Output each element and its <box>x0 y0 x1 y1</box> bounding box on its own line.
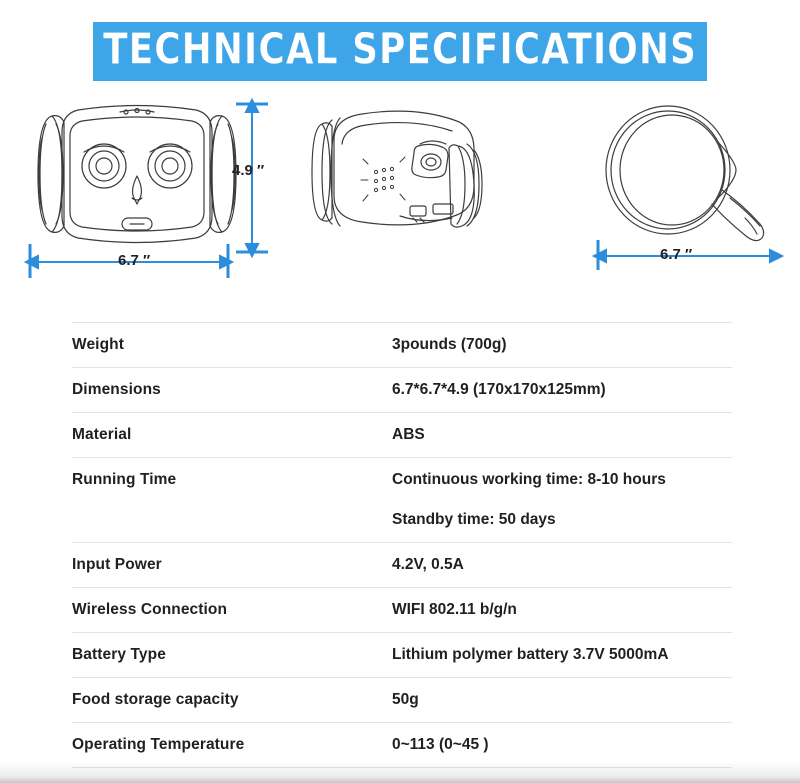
page-header <box>0 0 800 72</box>
table-row <box>72 458 732 543</box>
spec-value <box>392 413 732 458</box>
spec-label: Dimensions <box>72 381 161 398</box>
spec-value-line: 50g <box>392 691 419 708</box>
spec-value-line: Continuous working time: 8-10 hours <box>392 471 666 488</box>
spec-value <box>392 678 732 723</box>
spec-value <box>392 323 732 368</box>
spec-label: Food storage capacity <box>72 691 239 708</box>
table-row <box>72 633 732 678</box>
table-row <box>72 543 732 588</box>
table-row <box>72 368 732 413</box>
spec-value-line: WIFI 802.11 b/g/n <box>392 601 517 618</box>
spec-label: Material <box>72 426 132 443</box>
bottom-shadow <box>0 761 800 783</box>
table-row <box>72 323 732 368</box>
table-row <box>72 413 732 458</box>
specifications-table <box>72 322 732 768</box>
spec-value-line: 6.7*6.7*4.9 (170x170x125mm) <box>392 381 606 398</box>
table-row <box>72 588 732 633</box>
spec-value-line: Lithium polymer battery 3.7V 5000mA <box>392 646 669 663</box>
spec-label: Battery Type <box>72 646 166 663</box>
side-view-illustration <box>300 94 515 284</box>
spec-value-line: 0~113 (0~45 ) <box>392 736 489 753</box>
front-width-dimension-label: 6.7 ″ <box>118 251 151 269</box>
spec-value <box>392 458 732 543</box>
table-row <box>72 678 732 723</box>
spec-value-line: 3pounds (700g) <box>392 336 507 353</box>
page-title: TECHNICAL SPECIFICATIONS <box>93 22 707 81</box>
spec-value <box>392 543 732 588</box>
spec-label: Operating Temperature <box>72 736 245 753</box>
product-diagram <box>0 94 800 299</box>
spec-value-line: 4.2V, 0.5A <box>392 556 464 573</box>
height-dimension-arrow <box>232 94 272 279</box>
spec-value <box>392 368 732 413</box>
spec-label: Input Power <box>72 556 162 573</box>
spec-label: Running Time <box>72 471 177 488</box>
top-width-dimension-label: 6.7 ″ <box>660 245 693 263</box>
front-height-dimension-label: 4.9 ″ <box>232 161 265 179</box>
spec-value-line: ABS <box>392 426 425 443</box>
spec-value <box>392 633 732 678</box>
spec-label: Weight <box>72 336 124 353</box>
spec-label: Wireless Connection <box>72 601 228 618</box>
spec-value <box>392 588 732 633</box>
spec-value-line: Standby time: 50 days <box>392 511 556 528</box>
